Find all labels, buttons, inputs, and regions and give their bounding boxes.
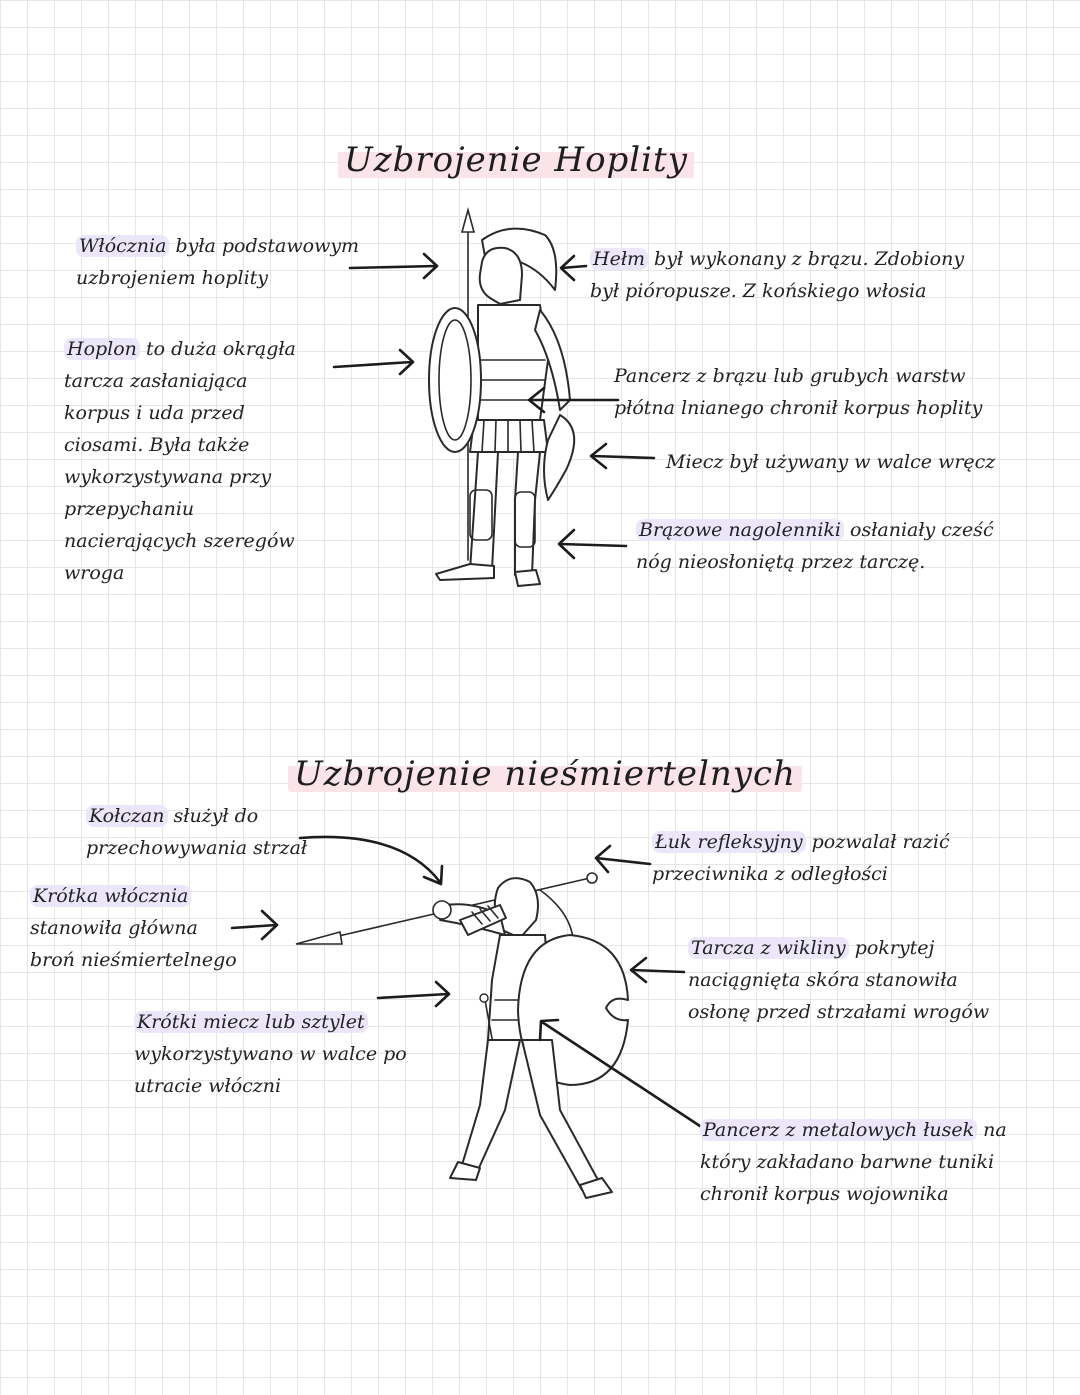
note-scale-armor-text: na który zakładano barwne tuniki chronił korpus wojownika — [700, 1119, 1007, 1205]
immortal-leg-left — [462, 1040, 520, 1170]
note-short-spear — [30, 880, 237, 976]
note-quiver-text: służył do przechowywania strzał — [86, 805, 308, 859]
note-hoplon-highlight: Hoplon — [64, 338, 140, 360]
note-bow — [652, 826, 950, 890]
note-bow-text: pozwalał razić przeciwnika z odległości — [652, 831, 950, 885]
note-short-spear-highlight: Krótka włócznia — [30, 885, 191, 907]
spear-tip — [462, 210, 474, 232]
hoplite-leg-left — [470, 452, 498, 570]
arrow-quiver — [300, 837, 442, 884]
hoplite-leg-right — [515, 452, 540, 575]
note-greaves — [636, 514, 994, 578]
arrow-sword — [591, 444, 654, 468]
note-spear — [76, 230, 359, 294]
helmet — [480, 248, 522, 304]
note-quiver-highlight: Kołczan — [86, 805, 168, 827]
arrow-spear — [350, 254, 437, 278]
arrow-short-spear — [232, 911, 277, 939]
note-hoplon-text: to duża okrągła tarcza zasłaniająca korpus i uda przed ciosami. Była także wykorzystywana przy przepychaniu nacierających szeregów wroga — [64, 338, 296, 584]
note-sword — [666, 446, 995, 478]
hoplite-foot-left — [436, 564, 494, 580]
arrow-helmet — [561, 256, 586, 280]
note-greaves-text: osłaniały cześć nóg nieosłoniętą przez tarczę. — [636, 519, 994, 573]
note-scale-armor-highlight: Pancerz z metalowych łusek — [700, 1119, 977, 1141]
note-quiver — [86, 800, 307, 864]
note-dagger-highlight: Krótki miecz lub sztylet — [134, 1011, 368, 1033]
hoplite-sword — [544, 415, 574, 500]
note-hoplon — [64, 333, 296, 589]
note-dagger — [134, 1006, 407, 1102]
note-armor-text: z brązu lub grubych warstw płótna lnianego chronił korpus hoplity — [614, 365, 983, 419]
hoplite-figure — [429, 210, 574, 586]
note-armor-highlight: Pancerz — [614, 365, 691, 387]
immortal-spear-tip — [296, 932, 342, 944]
note-sword-highlight: Miecz — [666, 451, 724, 473]
note-wicker-shield-text: pokrytej naciągnięta skóra stanowiła osłonę przed strzałami wrogów — [688, 937, 990, 1023]
section2-title — [288, 754, 802, 794]
note-short-spear-text: stanowiła główna broń nieśmiertelnego — [30, 917, 237, 971]
hoplon-shield — [429, 308, 481, 452]
hoplite-foot-right — [515, 570, 540, 586]
note-spear-highlight: Włócznia — [76, 235, 169, 257]
note-helmet — [590, 243, 964, 307]
note-bow-highlight: Łuk refleksyjny — [652, 831, 806, 853]
note-spear-text: była podstawowym uzbrojeniem hoplity — [76, 235, 360, 289]
arrow-bow — [596, 846, 650, 872]
section1-title-text: Uzbrojenie Hoplity — [338, 140, 694, 180]
note-scale-armor — [700, 1114, 1007, 1210]
note-greaves-highlight: Brązowe nagolenniki — [636, 519, 844, 541]
note-dagger-text: wykorzystywano w walce po utracie włóczni — [134, 1043, 407, 1097]
note-sword-text: był używany w walce wręcz — [723, 451, 996, 473]
note-helmet-text: był wykonany z brązu. Zdobiony był pióropusze. Z końskiego włosia — [590, 248, 965, 302]
arrow-wicker-shield — [631, 958, 684, 982]
arrow-dagger — [378, 982, 449, 1006]
note-wicker-shield-highlight: Tarcza z wikliny — [688, 937, 849, 959]
note-armor — [614, 360, 982, 424]
section1-title — [338, 140, 694, 180]
section2-title-text: Uzbrojenie nieśmiertelnych — [288, 754, 802, 794]
arrow-hoplon — [334, 350, 413, 374]
note-helmet-highlight: Hełm — [590, 248, 648, 270]
note-wicker-shield — [688, 932, 989, 1028]
arrow-greaves — [559, 530, 626, 558]
